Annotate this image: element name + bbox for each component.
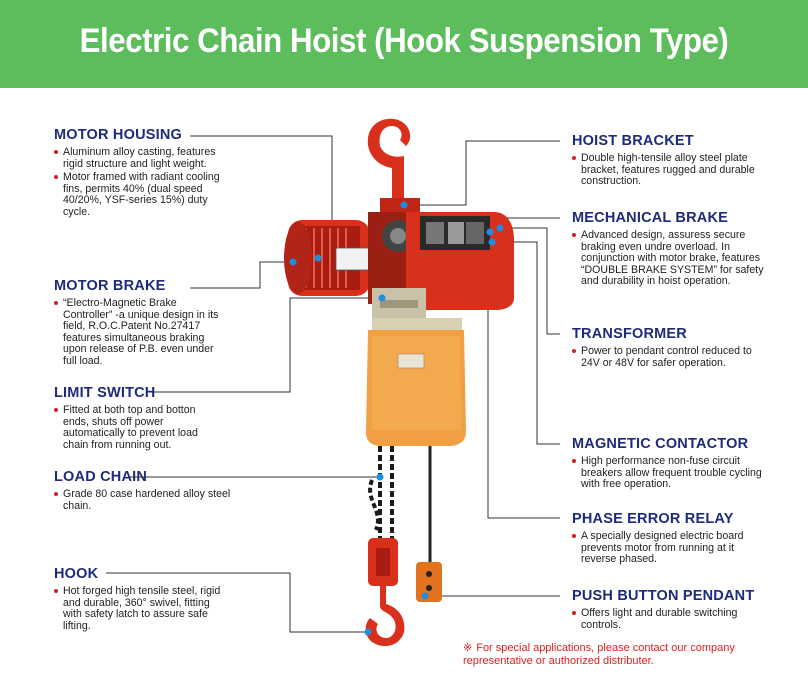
heading-transformer: TRANSFORMER bbox=[572, 326, 687, 342]
bullet-limit-switch-1: Fitted at both top and botton ends, shuts off power automatically to prevent load chain from running out. bbox=[54, 405, 204, 451]
section-magnetic-contactor bbox=[572, 436, 762, 493]
page-title: Electric Chain Hoist (Hook Suspension Type) bbox=[79, 22, 729, 60]
section-phase-error-relay bbox=[572, 511, 762, 568]
footnote bbox=[463, 642, 793, 668]
bullet-motor-housing-2: Motor framed with radiant cooling fins, permits 40% (dual speed 40/20%, YSF-series 15%) duty cycle. bbox=[54, 172, 224, 218]
bullet-push-button-pendant-1: Offers light and durable switching controls. bbox=[572, 608, 762, 631]
heading-hook: HOOK bbox=[54, 566, 99, 582]
bullet-mechanical-brake-1: Advanced design, assuress secure braking even undre overload. In conjunction with motor brake, features “DOUBLE BRAKE SYSTEM” for safety and durability in hoist operation. bbox=[572, 230, 772, 288]
bullet-motor-housing-1: Aluminum alloy casting, features rigid structure and light weight. bbox=[54, 147, 224, 170]
heading-limit-switch: LIMIT SWITCH bbox=[54, 385, 156, 401]
heading-mechanical-brake: MECHANICAL BRAKE bbox=[572, 210, 728, 226]
bottom-hook bbox=[366, 538, 405, 646]
section-transformer bbox=[572, 326, 762, 371]
bullet-load-chain-1: Grade 80 case hardened alloy steel chain. bbox=[54, 489, 244, 512]
bullet-motor-brake-1: “Electro-Magnetic Brake Controller” -a unique design in its field, R.O.C.Patent No.27417 features simultaneous braking upon release of P.B. even under full load. bbox=[54, 298, 219, 368]
heading-motor-housing: MOTOR HOUSING bbox=[54, 127, 183, 143]
heading-motor-brake: MOTOR BRAKE bbox=[54, 278, 166, 294]
section-hook bbox=[54, 566, 224, 634]
section-load-chain bbox=[54, 469, 244, 514]
bullet-magnetic-contactor-1: High performance non-fuse circuit breakers allow frequent trouble cycling with free operation. bbox=[572, 456, 762, 491]
section-motor-brake bbox=[54, 278, 219, 370]
hoist-body bbox=[284, 198, 514, 326]
chain-bag bbox=[366, 318, 466, 446]
heading-load-chain: LOAD CHAIN bbox=[54, 469, 148, 485]
heading-hoist-bracket: HOIST BRACKET bbox=[572, 133, 694, 149]
footnote-text: For special applications, please contact our company representative or authorized distributer. bbox=[463, 642, 735, 667]
heading-phase-error-relay: PHASE ERROR RELAY bbox=[572, 511, 734, 527]
section-hoist-bracket bbox=[572, 133, 762, 190]
bullet-hook-1: Hot forged high tensile steel, rigid and durable, 360° swivel, fitting with safety latch to assure safe lifting. bbox=[54, 586, 224, 632]
section-motor-housing bbox=[54, 127, 224, 221]
heading-magnetic-contactor: MAGNETIC CONTACTOR bbox=[572, 436, 749, 452]
section-mechanical-brake bbox=[572, 210, 772, 290]
bullet-phase-error-relay-1: A specially designed electric board prevents motor from running at it reverse phased. bbox=[572, 531, 762, 566]
top-hook bbox=[368, 119, 410, 200]
pendant-assembly bbox=[416, 446, 442, 602]
load-chain bbox=[370, 446, 392, 540]
bullet-hoist-bracket-1: Double high-tensile alloy steel plate bracket, features rugged and durable construction. bbox=[572, 153, 762, 188]
leader-hoist-bracket bbox=[404, 141, 560, 205]
section-push-button-pendant bbox=[572, 588, 762, 633]
section-limit-switch bbox=[54, 385, 204, 453]
bullet-transformer-1: Power to pendant control reduced to 24V or 48V for safer operation. bbox=[572, 346, 762, 369]
heading-push-button-pendant: PUSH BUTTON PENDANT bbox=[572, 588, 755, 604]
footnote-mark: ※ bbox=[463, 642, 473, 654]
